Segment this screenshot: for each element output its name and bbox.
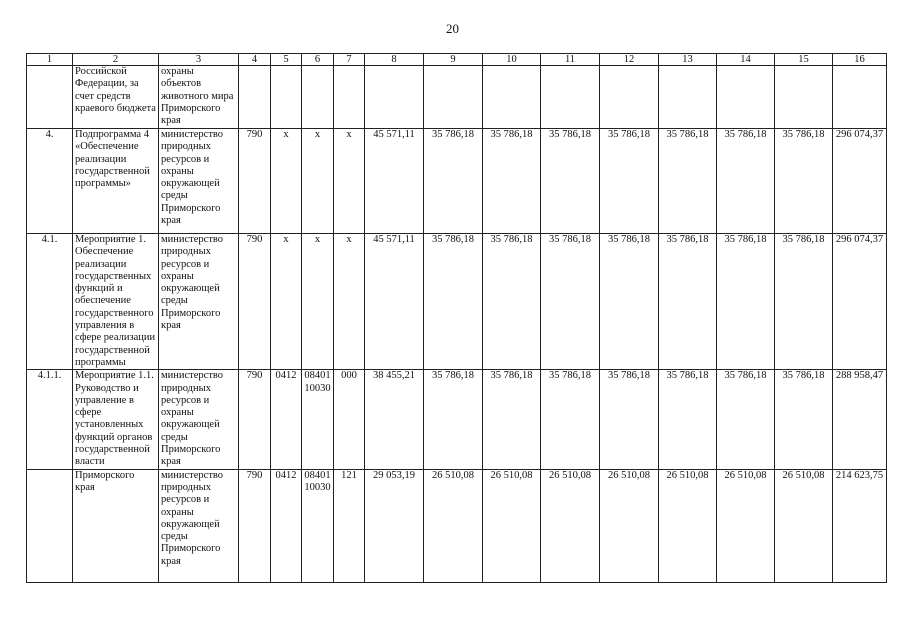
- target-article-cell: 08401 10030: [302, 370, 334, 469]
- section-code-cell: 0412: [271, 469, 302, 582]
- table-row: [27, 469, 887, 582]
- amount-cell: [659, 66, 717, 129]
- column-header: 12: [600, 54, 659, 66]
- amount-cell: [424, 66, 483, 129]
- column-header: 4: [239, 54, 271, 66]
- grbs-code-cell: 790: [239, 234, 271, 370]
- column-header: 5: [271, 54, 302, 66]
- page-number: 20: [446, 21, 459, 36]
- amount-cell: 35 786,18: [541, 129, 600, 234]
- amount-cell: 35 786,18: [424, 129, 483, 234]
- row-number-cell: 4.1.: [27, 234, 73, 370]
- amount-cell: 38 455,21: [365, 370, 424, 469]
- amount-cell: 26 510,08: [775, 469, 833, 582]
- column-header: 15: [775, 54, 833, 66]
- column-header: 1: [27, 54, 73, 66]
- amount-cell: [600, 66, 659, 129]
- amount-cell: 26 510,08: [424, 469, 483, 582]
- amount-cell: 35 786,18: [717, 129, 775, 234]
- section-code-cell: 0412: [271, 370, 302, 469]
- name-cell: Российской Федерации, за счет средств краевого бюджета: [73, 66, 159, 129]
- amount-cell: 35 786,18: [717, 370, 775, 469]
- row-number-cell: [27, 469, 73, 582]
- amount-cell: 35 786,18: [424, 370, 483, 469]
- table-row: [27, 370, 887, 469]
- executor-cell: охраны объектов животного мира Приморского края: [159, 66, 239, 129]
- executor-cell: министерство природных ресурсов и охраны окружающей среды Приморского края: [159, 129, 239, 234]
- amount-cell: 26 510,08: [483, 469, 541, 582]
- row-number-cell: 4.: [27, 129, 73, 234]
- name-cell: Мероприятие 1. Обеспечение реализации государственных функций и обеспечение государственного управления в сфере реализации государственной программы: [73, 234, 159, 370]
- column-header: 6: [302, 54, 334, 66]
- amount-cell: 35 786,18: [659, 234, 717, 370]
- table-row: [27, 66, 887, 129]
- column-header: 8: [365, 54, 424, 66]
- amount-cell: 35 786,18: [659, 370, 717, 469]
- table-row: [27, 234, 887, 370]
- section-code-cell: х: [271, 129, 302, 234]
- grbs-code-cell: 790: [239, 129, 271, 234]
- column-header: 16: [833, 54, 887, 66]
- grbs-code-cell: [239, 66, 271, 129]
- expense-type-cell: [334, 66, 365, 129]
- amount-cell: 35 786,18: [541, 234, 600, 370]
- column-header: 2: [73, 54, 159, 66]
- amount-cell: [365, 66, 424, 129]
- column-header: 13: [659, 54, 717, 66]
- budget-table: [26, 53, 887, 583]
- target-article-cell: х: [302, 234, 334, 370]
- expense-type-cell: 121: [334, 469, 365, 582]
- column-header: 14: [717, 54, 775, 66]
- table-row: [27, 129, 887, 234]
- amount-cell: [775, 66, 833, 129]
- amount-cell: 26 510,08: [541, 469, 600, 582]
- amount-cell: 35 786,18: [541, 370, 600, 469]
- amount-cell: 35 786,18: [600, 234, 659, 370]
- total-amount-cell: 296 074,37: [833, 129, 887, 234]
- amount-cell: 35 786,18: [424, 234, 483, 370]
- amount-cell: [717, 66, 775, 129]
- name-cell: Приморского края: [73, 469, 159, 582]
- amount-cell: 26 510,08: [600, 469, 659, 582]
- header-row: [27, 54, 887, 66]
- amount-cell: 26 510,08: [659, 469, 717, 582]
- column-header: 3: [159, 54, 239, 66]
- column-header: 7: [334, 54, 365, 66]
- target-article-cell: х: [302, 129, 334, 234]
- target-article-cell: [302, 66, 334, 129]
- amount-cell: [541, 66, 600, 129]
- grbs-code-cell: 790: [239, 370, 271, 469]
- column-header: 10: [483, 54, 541, 66]
- amount-cell: 35 786,18: [600, 129, 659, 234]
- expense-type-cell: 000: [334, 370, 365, 469]
- row-number-cell: 4.1.1.: [27, 370, 73, 469]
- amount-cell: 35 786,18: [600, 370, 659, 469]
- section-code-cell: [271, 66, 302, 129]
- column-header: 11: [541, 54, 600, 66]
- executor-cell: министерство природных ресурсов и охраны окружающей среды Приморского края: [159, 234, 239, 370]
- total-amount-cell: 296 074,37: [833, 234, 887, 370]
- amount-cell: 29 053,19: [365, 469, 424, 582]
- amount-cell: 35 786,18: [659, 129, 717, 234]
- name-cell: Подпрограмма 4 «Обеспечение реализации государственной программы»: [73, 129, 159, 234]
- executor-cell: министерство природных ресурсов и охраны окружающей среды Приморского края: [159, 370, 239, 469]
- target-article-cell: 08401 10030: [302, 469, 334, 582]
- amount-cell: 35 786,18: [775, 370, 833, 469]
- section-code-cell: х: [271, 234, 302, 370]
- amount-cell: 35 786,18: [483, 370, 541, 469]
- amount-cell: 35 786,18: [775, 234, 833, 370]
- amount-cell: 45 571,11: [365, 234, 424, 370]
- total-amount-cell: [833, 66, 887, 129]
- row-number-cell: [27, 66, 73, 129]
- grbs-code-cell: 790: [239, 469, 271, 582]
- amount-cell: 35 786,18: [483, 129, 541, 234]
- amount-cell: 35 786,18: [717, 234, 775, 370]
- amount-cell: 35 786,18: [483, 234, 541, 370]
- expense-type-cell: х: [334, 129, 365, 234]
- amount-cell: 35 786,18: [775, 129, 833, 234]
- executor-cell: министерство природных ресурсов и охраны окружающей среды Приморского края: [159, 469, 239, 582]
- name-cell: Мероприятие 1.1. Руководство и управление в сфере установленных функций органов государственной власти: [73, 370, 159, 469]
- amount-cell: [483, 66, 541, 129]
- total-amount-cell: 288 958,47: [833, 370, 887, 469]
- total-amount-cell: 214 623,75: [833, 469, 887, 582]
- amount-cell: 26 510,08: [717, 469, 775, 582]
- expense-type-cell: х: [334, 234, 365, 370]
- column-header: 9: [424, 54, 483, 66]
- amount-cell: 45 571,11: [365, 129, 424, 234]
